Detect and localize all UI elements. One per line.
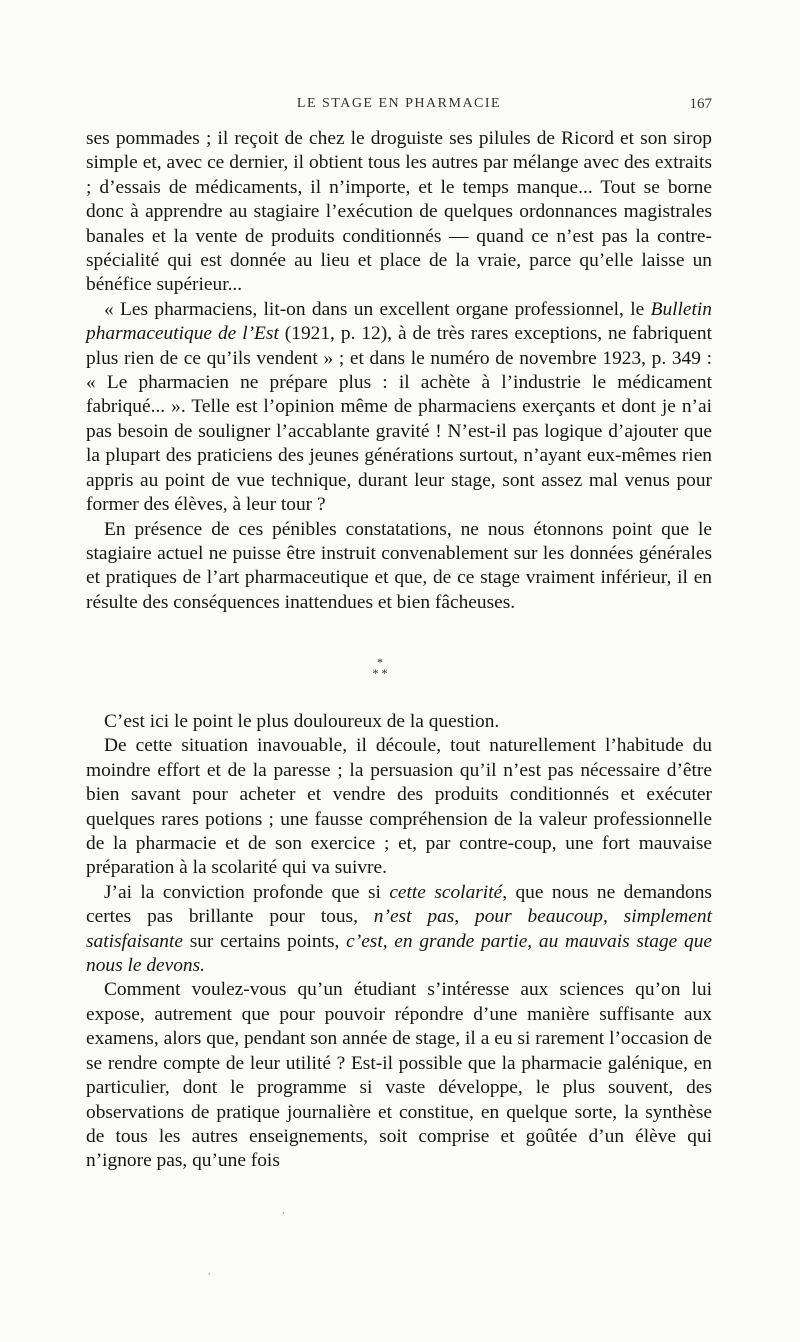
running-title: LE STAGE EN PHARMACIE [296,96,502,111]
text-run: , que nous ne demandons certes pas brillante pour tous, [86,881,712,928]
asterism-bottom: * * [372,666,388,680]
journal-title-italic: Bulletin pharmaceutique de l’Est [86,298,712,345]
paragraph: ses pommades ; il reçoit de chez le droguiste ses pilules de Ricord et son sirop simple et, avec ce dernier, il obtient tous les autres par mélange avec des extraits ; d’essais de médicaments, il n’importe, et le temps manque... Tout se borne donc à apprendre au stagiaire l’exécution de quelques ordonnances magistrales banales et la vente de produits conditionnés — quand ce n’est pas la contre-spécialité qui est donnée au lieu et place de la vraie, parce qu’elle laisse un bénéfice supérieur... [86,128,712,296]
paragraph: De cette situation inavouable, il découle, tout naturellement l’habitude du moindre effort et de la paresse ; la persuasion qu’il n’est pas nécessaire d’être bien savant pour acheter et vendre des produits conditionnés et exécuter quelques rares potions ; une fausse compréhension de la valeur professionnelle de la pharmacie et de son exercice ; et, par contre-coup, une fort mauvaise préparation à la scolarité qui va suivre. [86,735,712,879]
paragraph [86,298,712,518]
asterism-top: * [377,655,383,669]
body-text-section-2 [86,710,712,1174]
scan-speck: , [282,1205,285,1216]
paragraph [86,881,712,979]
italic-emphasis: c’est, en grande partie, au mauvais stage que nous le devons. [86,930,713,977]
italic-emphasis: n’est pas, pour beaucoup, simplement satisfaisante [86,906,712,952]
text-run: J’ai la conviction profonde que si [104,881,390,903]
italic-emphasis: cette scolarité [389,881,503,903]
page-header [86,96,712,118]
text-run: (1921, p. 12), à de très rares exceptions, ne fabriquent plus rien de ce qu’ils vendent » ; et dans le numéro de novembre 1923, p. 349 : « Le pharmacien ne prépare plus : il achète à l’industrie le médicament fabriqué... ». Telle est l’opinion même de pharmaciens exerçants et dont je n’ai pas besoin de souligner l’accablante gravité ! N’est-il pas logique d’ajouter que la plupart des praticiens des jeunes générations surtout, n’ayant eux-mêmes rien appris au point de vue technique, durant leur stage, sont assez mal venus pour former des élèves, à leur tour ? [86,323,712,516]
text-run: sur certains points, [182,930,347,952]
text-run: « Les pharmaciens, lit-on dans un excellent organe professionnel, le [104,298,651,320]
page-number: 167 [689,96,712,112]
body-text-section-1 [86,127,712,615]
paragraph: C’est ici le point le plus douloureux de la question. [104,711,500,732]
section-break-asterism [360,657,400,679]
paragraph: Comment voulez-vous qu’un étudiant s’intéresse aux sciences qu’on lui expose, autrement que pour pouvoir répondre d’une manière suffisante aux examens, alors que, pendant son année de stage, il a eu si rarement l’occasion de se rendre compte de leur utilité ? Est-il possible que la pharmacie galénique, en particulier, dont le programme si vaste développe, le plus souvent, des observations de pratique journalière et constitue, en quelque sorte, la synthèse de tous les autres enseignements, soit comprise et goûtée d’un élève qui n’ignore pas, qu’une fois [86,979,712,1172]
scan-speck: , [208,1266,211,1277]
paragraph: En présence de ces pénibles constatations, ne nous étonnons point que le stagiaire actuel ne puisse être instruit convenablement sur les données générales et pratiques de l’art pharmaceutique et que, de ce stage vraiment inférieur, il en résulte des conséquences inattendues et bien fâcheuses. [86,518,712,613]
